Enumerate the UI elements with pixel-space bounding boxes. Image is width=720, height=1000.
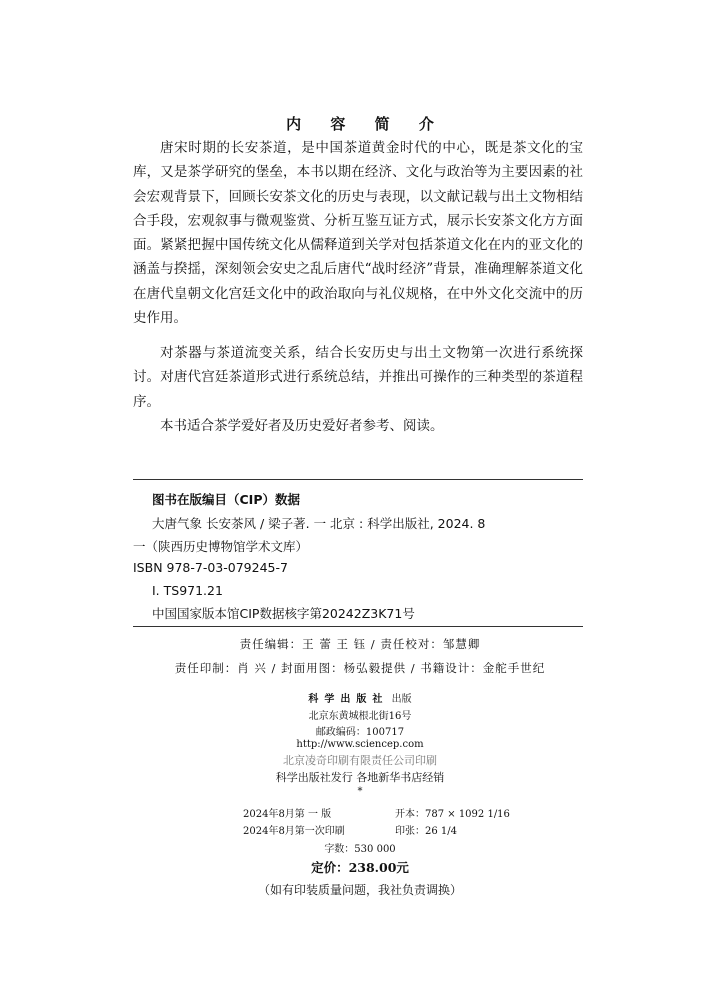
credits-line-1: 责任编辑：王 蕾 王 钰 / 责任校对：邹慧卿 [239, 637, 481, 651]
cip-line-2: 一（陕西历史博物馆学术文库） [133, 539, 309, 554]
distribution-line: 科学出版社发行 各地新华书店经销 [275, 771, 445, 784]
cip-isbn: ISBN 978-7-03-079245-7 [133, 560, 288, 575]
wordcount-line: 字数：530 000 [324, 844, 396, 855]
publisher-url: http://www.sciencep.com [296, 739, 424, 750]
format-line: 开本：787 × 1092 1/16 [395, 809, 510, 820]
price-line: 定价：238.00元 [311, 860, 409, 875]
publisher-brand-line [0, 690, 720, 705]
publisher-brand-logo: 科学出版社 [308, 694, 389, 705]
sheets-line: 印张：26 1/4 [395, 826, 457, 837]
printing-line: 2024年8月第一次印刷 [243, 826, 345, 837]
cip-heading: 图书在版编目（CIP）数据 [152, 492, 300, 507]
publisher-postcode: 邮政编码：100717 [315, 727, 405, 738]
separator-star: * [357, 786, 363, 797]
publisher-brand-suffix: 出版 [391, 694, 412, 705]
summary-paragraph-1: 唐宋时期的长安茶道，是中国茶道黄金时代的中心，既是茶文化的宝库，又是茶学研究的堡垒，本书以期在经济、文化与政治等为主要因素的社会宏观背景下，回顾长安茶文化的历史与表现，以文献记载与出土文物相结合手段，宏观叙事与微观鉴赏、分析互鉴互证方式，展示长安茶文化方方面面。紧紧把握中国传统文化从儒释道到关学对包括茶道文化在内的亚文化的涵盖与揆揺，深刻领会安史之乱后唐代“战时经济”背景，准确理解茶道文化在唐代皇朝文化宫廷文化中的政治取向与礼仪规格，在中外文化交流中的历史作用。 [133, 140, 583, 327]
top-divider [133, 479, 583, 480]
cip-record-number: 中国国家版本馆CIP数据核字第20242Z3K71号 [152, 606, 415, 621]
cip-line-1: 大唐气象 长安茶风 / 梁子著. 一 北京 : 科学出版社, 2024. 8 [152, 516, 486, 531]
summary-paragraph-3: 本书适合茶学爱好者及历史爱好者参考、阅读。 [160, 418, 444, 434]
cip-classification: Ⅰ. TS971.21 [152, 583, 223, 598]
printer-line: 北京凌奇印刷有限责任公司印刷 [283, 754, 437, 767]
publisher-address: 北京东黄城根北街16号 [308, 711, 412, 722]
bottom-divider [133, 626, 583, 627]
edition-line: 2024年8月第 一 版 [243, 809, 332, 820]
summary-paragraph-2: 对茶器与茶道流变关系，结合长安历史与出土文物第一次进行系统探讨。对唐代宫廷茶道形式进行系统总结，并推出可操作的三种类型的茶道程序。 [133, 345, 583, 410]
quality-note: （如有印装质量问题，我社负责调换） [257, 883, 462, 897]
summary-title: 内 容 简 介 [286, 115, 446, 133]
credits-line-2: 责任印制：肖 兴 / 封面用图：杨弘毅提供 / 书籍设计：金舵手世纪 [174, 661, 546, 675]
